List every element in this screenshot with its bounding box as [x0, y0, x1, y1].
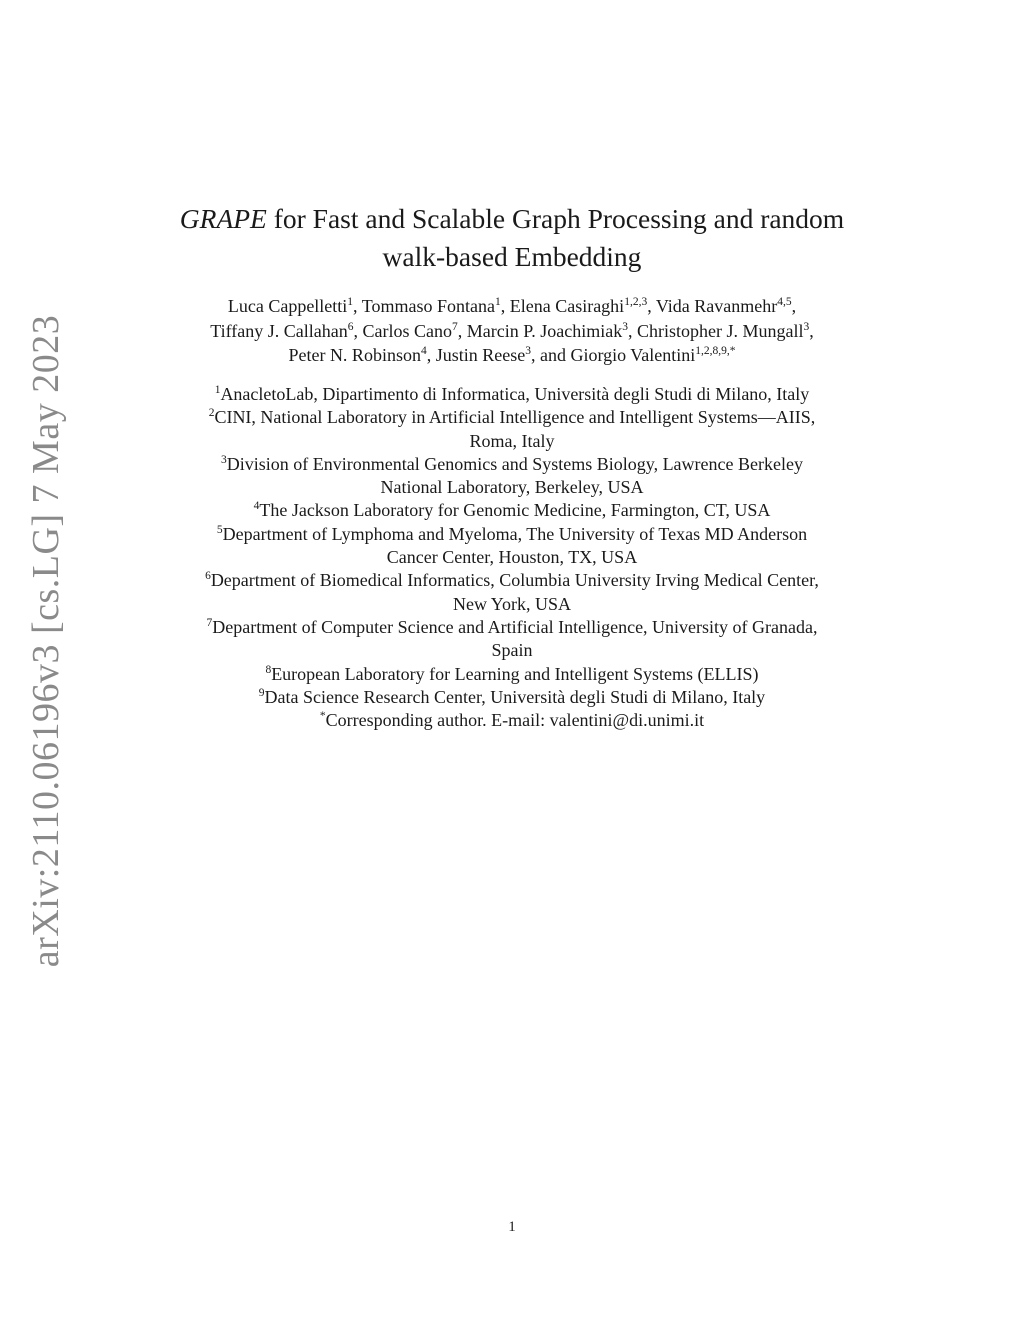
- author-name: Luca Cappelletti: [227, 296, 348, 316]
- author-affiliation-mark: 3: [622, 320, 628, 333]
- author-separator: ,: [809, 320, 814, 341]
- affiliation-2: [120, 406, 904, 429]
- affiliation-7-continued: Spain: [491, 640, 533, 661]
- author-list: [120, 294, 904, 368]
- corresponding-author-text: Corresponding author. E-mail: valentini@di.unimi.it: [325, 710, 705, 731]
- author-affiliation-mark: 3: [525, 345, 531, 357]
- affiliation-text: Department of Computer Science and Artificial Intelligence, University of Granada,: [212, 616, 818, 637]
- paper-title: [120, 200, 904, 276]
- author-affiliation-mark: 1,2,8,9,*: [695, 345, 736, 357]
- author-affiliation-mark: 4: [420, 345, 427, 357]
- affiliation-6-continued: New York, USA: [452, 593, 572, 614]
- author-name: Elena Casiraghi: [509, 296, 625, 316]
- affiliation-mark: 6: [205, 570, 211, 583]
- author-separator: ,: [647, 296, 656, 316]
- author-affiliation-mark: 6: [347, 320, 354, 333]
- affiliation-mark: 4: [253, 500, 260, 513]
- author-separator: , and: [530, 345, 571, 365]
- affiliation-text: The Jackson Laboratory for Genomic Medicine, Farmington, CT, USA: [259, 500, 771, 521]
- page-number: 1: [508, 1219, 516, 1235]
- affiliation-list: [120, 383, 904, 732]
- affiliation-mark: 5: [216, 523, 223, 536]
- author-affiliation-mark: 4,5: [777, 296, 792, 308]
- affiliation-5-continued: Cancer Center, Houston, TX, USA: [386, 547, 638, 568]
- affiliation-mark: *: [319, 710, 326, 723]
- affiliation-7: [120, 616, 904, 639]
- author-separator: ,: [353, 296, 362, 316]
- affiliation-1: [120, 383, 904, 406]
- author-affiliation-mark: 1: [494, 296, 501, 308]
- affiliation-5: [120, 523, 904, 546]
- affiliation-text: Department of Lymphoma and Myeloma, The University of Texas MD Anderson: [222, 523, 808, 544]
- affiliation-text: European Laboratory for Learning and Intelligent Systems (ELLIS): [271, 663, 759, 684]
- author-name: Carlos Cano: [362, 320, 452, 341]
- affiliation-text: Data Science Research Center, Università degli Studi di Milano, Italy: [264, 686, 766, 707]
- author-name: Tommaso Fontana: [361, 296, 495, 316]
- author-name: Giorgio Valentini: [570, 345, 696, 365]
- affiliation-text: Department of Biomedical Informatics, Columbia University Irving Medical Center,: [210, 570, 819, 591]
- affiliation-2-continued: Roma, Italy: [469, 430, 555, 451]
- author-separator: ,: [627, 320, 637, 341]
- corresponding-author-note: [120, 709, 904, 732]
- author-affiliation-mark: 1: [347, 296, 354, 308]
- author-name: Marcin P. Joachimiak: [466, 320, 623, 341]
- author-name: Vida Ravanmehr: [655, 296, 778, 316]
- title-line2: walk-based Embedding: [382, 241, 642, 272]
- affiliation-mark: 7: [206, 616, 213, 629]
- author-name: Peter N. Robinson: [288, 345, 421, 365]
- affiliation-4: [120, 499, 904, 522]
- affiliation-6: [120, 569, 904, 592]
- affiliation-mark: 2: [208, 407, 215, 420]
- author-affiliation-mark: 7: [452, 320, 458, 333]
- affiliation-8: [120, 663, 904, 686]
- title-line1-rest: for Fast and Scalable Graph Processing and random: [266, 203, 845, 234]
- author-name: Christopher J. Mungall: [636, 320, 804, 341]
- author-separator: ,: [791, 296, 797, 316]
- author-separator: ,: [500, 296, 510, 316]
- affiliation-3-continued: National Laboratory, Berkeley, USA: [380, 477, 644, 498]
- author-name: Justin Reese: [435, 345, 526, 365]
- arxiv-identifier-text: arXiv:2110.06196v3 [cs.LG] 7 May 2023: [25, 314, 68, 968]
- author-separator: ,: [426, 345, 436, 365]
- affiliation-text: AnacletoLab, Dipartimento di Informatica, Università degli Studi di Milano, Italy: [220, 384, 810, 404]
- title-acronym: GRAPE: [179, 203, 267, 234]
- affiliation-mark: 9: [258, 686, 265, 699]
- author-separator: ,: [457, 320, 467, 341]
- affiliation-mark: 8: [265, 663, 272, 676]
- affiliation-text: Division of Environmental Genomics and Systems Biology, Lawrence Berkeley: [226, 453, 803, 474]
- affiliation-9: [120, 686, 904, 709]
- author-separator: ,: [353, 320, 363, 341]
- affiliation-text: CINI, National Laboratory in Artificial Intelligence and Intelligent Systems—AIIS,: [214, 407, 816, 428]
- affiliation-mark: 1: [214, 384, 221, 396]
- affiliation-3: [120, 453, 904, 476]
- arxiv-identifier-stamp: [25, 314, 68, 968]
- affiliation-mark: 3: [221, 453, 227, 466]
- author-name: Tiffany J. Callahan: [210, 320, 348, 341]
- author-affiliation-mark: 1,2,3: [624, 296, 648, 308]
- author-affiliation-mark: 3: [803, 320, 810, 333]
